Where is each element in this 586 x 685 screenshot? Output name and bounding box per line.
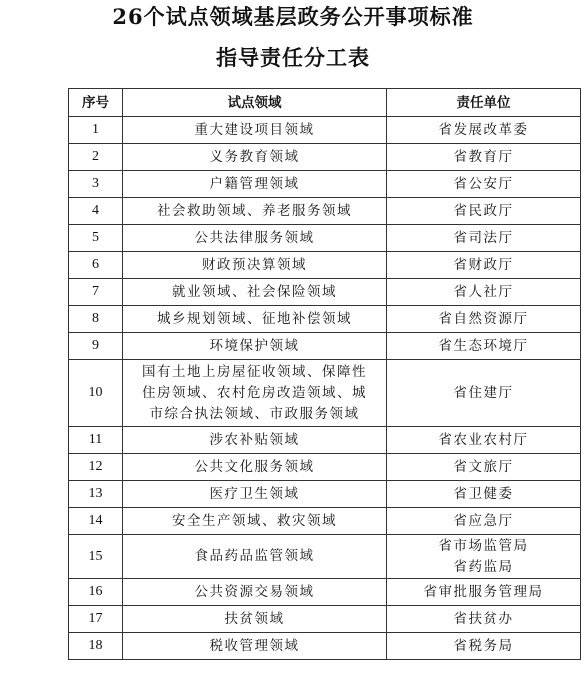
header-unit: 责任单位: [387, 89, 581, 117]
cell-domain: [123, 535, 387, 579]
cell-domain: [123, 198, 387, 225]
cell-domain: [123, 606, 387, 633]
cell-domain: [123, 279, 387, 306]
table-row: [69, 508, 581, 535]
table-header: [69, 89, 581, 117]
cell-unit-line: 省教育厅: [453, 148, 514, 165]
cell-unit-line: 省税务局: [453, 637, 514, 654]
cell-domain-line: 公共资源交易领域: [194, 583, 315, 600]
cell-unit-line: 省卫健委: [453, 485, 514, 502]
cell-unit: [387, 306, 581, 333]
cell-unit: [387, 279, 581, 306]
cell-domain-line: 税收管理领域: [209, 637, 300, 654]
table-row: [69, 171, 581, 198]
cell-index: 4: [69, 198, 123, 225]
cell-domain-line: 扶贫领域: [224, 610, 285, 627]
cell-index: 17: [69, 606, 123, 633]
cell-domain-line: 社会救助领域、养老服务领域: [157, 202, 352, 219]
cell-unit: [387, 633, 581, 660]
cell-unit: [387, 579, 581, 606]
table-row: [69, 279, 581, 306]
page-title: 26个试点领域基层政务公开事项标准: [112, 4, 474, 29]
cell-unit-line: 省民政厅: [453, 202, 514, 219]
cell-domain: [123, 579, 387, 606]
cell-unit-line: 省财政厅: [453, 256, 514, 273]
cell-index: 13: [69, 481, 123, 508]
cell-index: 6: [69, 252, 123, 279]
header-domain: 试点领域: [123, 89, 387, 117]
cell-unit: [387, 454, 581, 481]
cell-unit: [387, 198, 581, 225]
cell-domain: [123, 481, 387, 508]
cell-domain: [123, 144, 387, 171]
cell-domain-line: 环境保护领域: [209, 337, 300, 354]
table-row: [69, 360, 581, 427]
cell-index: 7: [69, 279, 123, 306]
table-row: [69, 117, 581, 144]
cell-unit-line: 省自然资源厅: [438, 310, 529, 327]
table-row: [69, 306, 581, 333]
cell-unit: [387, 606, 581, 633]
cell-domain-line: 食品药品监管领域: [194, 548, 315, 564]
cell-unit: [387, 171, 581, 198]
cell-index: 15: [69, 535, 123, 579]
cell-unit-line: 省人社厅: [453, 283, 514, 300]
table-row: [69, 333, 581, 360]
cell-unit-line: 省生态环境厅: [438, 337, 529, 354]
table-row: [69, 606, 581, 633]
cell-unit: [387, 252, 581, 279]
cell-domain-line: 医疗卫生领域: [209, 485, 300, 502]
cell-domain: [123, 333, 387, 360]
cell-domain: [123, 225, 387, 252]
cell-domain-line: 就业领域、社会保险领域: [172, 283, 337, 300]
cell-unit: [387, 535, 581, 579]
table-body: [69, 117, 581, 660]
table-row: [69, 144, 581, 171]
table-row: [69, 225, 581, 252]
cell-domain: [123, 633, 387, 660]
table-row: [69, 427, 581, 454]
cell-domain-line: 公共文化服务领域: [194, 458, 315, 475]
cell-index: 5: [69, 225, 123, 252]
cell-domain-line: 户籍管理领域: [209, 175, 300, 192]
cell-domain-line: 市综合执法领域、市政服务领域: [149, 405, 360, 422]
cell-unit-line: 省药监局: [453, 558, 514, 575]
cell-domain-line: 财政预决算领域: [202, 256, 307, 273]
cell-unit: [387, 481, 581, 508]
table-row: [69, 454, 581, 481]
cell-unit-line: 省市场监管局: [438, 537, 529, 554]
table-row: [69, 535, 581, 579]
cell-index: 1: [69, 117, 123, 144]
cell-unit-line: 省扶贫办: [453, 610, 514, 627]
cell-domain-line: 国有土地上房屋征收领域、保障性: [142, 363, 367, 380]
cell-index: 2: [69, 144, 123, 171]
cell-domain: [123, 171, 387, 198]
responsibility-table: [68, 88, 581, 660]
cell-index: 18: [69, 633, 123, 660]
cell-domain-line: 义务教育领域: [209, 148, 300, 165]
cell-domain-line: 安全生产领域、救灾领域: [172, 512, 337, 529]
cell-domain: [123, 427, 387, 454]
cell-index: 8: [69, 306, 123, 333]
cell-domain-line: 城乡规划领域、征地补偿领域: [157, 310, 352, 327]
cell-index: 9: [69, 333, 123, 360]
cell-unit-line: 省农业农村厅: [438, 431, 529, 448]
cell-domain-line: 涉农补贴领域: [209, 431, 300, 448]
cell-unit-line: 省审批服务管理局: [423, 583, 544, 600]
cell-domain: [123, 360, 387, 427]
cell-unit: [387, 144, 581, 171]
table-row: [69, 198, 581, 225]
cell-domain: [123, 454, 387, 481]
cell-domain: [123, 117, 387, 144]
cell-unit: [387, 360, 581, 427]
cell-index: 16: [69, 579, 123, 606]
cell-domain: [123, 508, 387, 535]
cell-domain-line: 重大建设项目领域: [194, 121, 315, 138]
cell-index: 12: [69, 454, 123, 481]
cell-domain: [123, 252, 387, 279]
cell-index: 3: [69, 171, 123, 198]
page-subtitle: 指导责任分工表: [216, 45, 370, 70]
table-row: [69, 579, 581, 606]
cell-unit-line: 省公安厅: [453, 175, 514, 192]
table-row: [69, 481, 581, 508]
cell-unit-line: 省住建厅: [453, 384, 514, 401]
cell-domain: [123, 306, 387, 333]
cell-domain-line: 公共法律服务领域: [194, 229, 315, 246]
cell-unit: [387, 225, 581, 252]
cell-unit: [387, 117, 581, 144]
header-row: [69, 89, 581, 117]
cell-index: 10: [69, 360, 123, 427]
cell-unit: [387, 333, 581, 360]
cell-unit-line: 省发展改革委: [438, 121, 529, 138]
cell-unit-line: 省文旅厅: [453, 458, 514, 475]
cell-domain-line: 住房领域、农村危房改造领域、城: [142, 384, 367, 401]
cell-index: 14: [69, 508, 123, 535]
cell-unit-line: 省司法厅: [453, 229, 514, 246]
cell-unit-line: 省应急厅: [453, 512, 514, 529]
header-index: 序号: [69, 89, 123, 117]
cell-index: 11: [69, 427, 123, 454]
table-row: [69, 633, 581, 660]
cell-unit: [387, 427, 581, 454]
table-row: [69, 252, 581, 279]
cell-unit: [387, 508, 581, 535]
